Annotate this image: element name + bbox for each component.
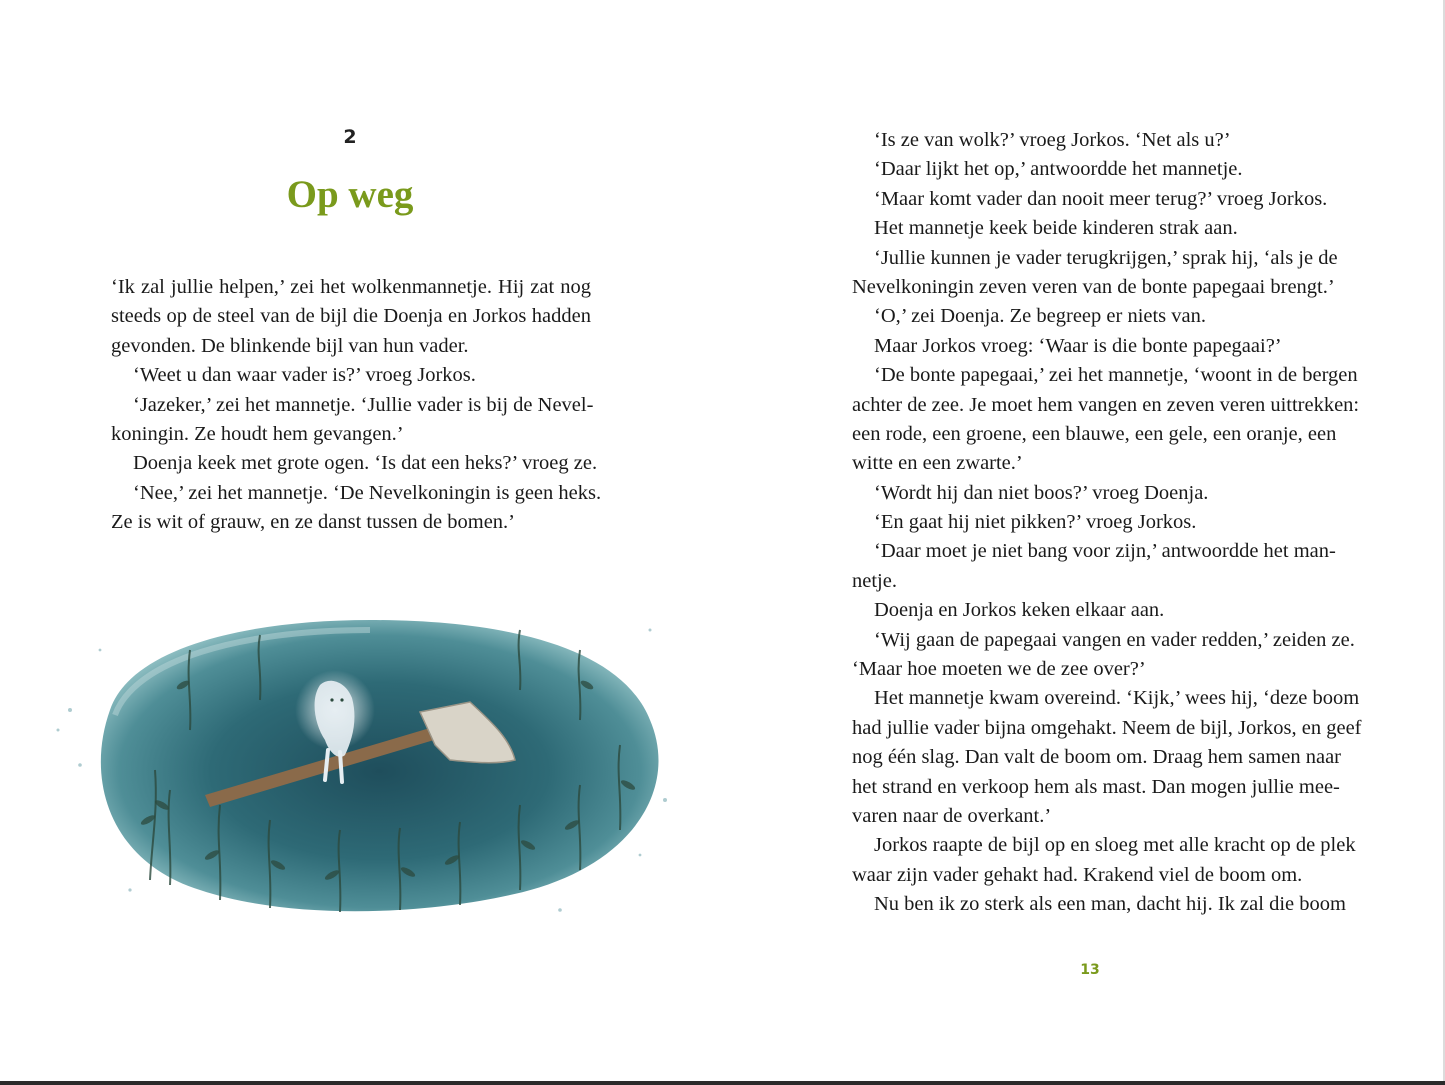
text-line: ‘Weet u dan waar vader is?’ vroeg Jorkos.	[133, 364, 476, 387]
text-line: witte en een zwarte.’	[852, 452, 1023, 475]
left-text-column	[111, 273, 602, 538]
text-line: nog één slag. Dan valt de boom om. Draag hem samen naar	[852, 746, 1341, 769]
text-line: ‘Wij gaan de papegaai vangen en vader redden,’ zeiden ze.	[874, 628, 1355, 651]
text-line: netje.	[852, 569, 897, 592]
text-line: ‘Ik zal jullie helpen,’ zei het wolkenmannetje. Hij zat nog	[111, 276, 591, 298]
text-line: een rode, een groene, een blauwe, een gele, een oranje, een	[852, 422, 1337, 445]
text-line: ‘Nee,’ zei het mannetje. ‘De Nevelkoningin is geen heks.	[133, 481, 602, 504]
text-line: ‘Maar komt vader dan nooit meer terug?’ vroeg Jorkos.	[874, 187, 1328, 210]
text-line: Ze is wit of grauw, en ze danst tussen de bomen.’	[111, 511, 516, 534]
text-line: ‘Jullie kunnen je vader terugkrijgen,’ sprak hij, ‘als je de	[874, 246, 1338, 269]
text-line: Nevelkoningin zeven veren van de bonte papegaai brengt.’	[852, 275, 1335, 298]
pond-axe-illustration	[40, 590, 680, 930]
text-line: Het mannetje keek beide kinderen strak aan.	[874, 217, 1238, 240]
text-line: ‘Daar lijkt het op,’ antwoordde het mannetje.	[874, 158, 1243, 181]
text-line: gevonden. De blinkende bijl van hun vader.	[111, 334, 469, 357]
text-line: ‘En gaat hij niet pikken?’ vroeg Jorkos.	[874, 511, 1197, 534]
text-line: steeds op de steel van de bijl die Doenja en Jorkos hadden	[111, 305, 591, 328]
text-line: ‘Maar hoe moeten we de zee over?’	[852, 658, 1146, 681]
text-line: het strand en verkoop hem als mast. Dan mogen jullie mee-	[852, 775, 1340, 798]
text-line: waar zijn vader gehakt had. Krakend viel de boom om.	[852, 863, 1303, 886]
text-line: ‘Is ze van wolk?’ vroeg Jorkos. ‘Net als u?’	[874, 129, 1231, 151]
chapter-number: 2	[343, 126, 357, 148]
text-line: Nu ben ik zo sterk als een man, dacht hij. Ik zal die boom	[874, 893, 1346, 916]
text-line: koningin. Ze houdt hem gevangen.’	[111, 422, 404, 445]
right-text-column	[852, 126, 1362, 920]
text-line: Doenja keek met grote ogen. ‘Is dat een heks?’ vroeg ze.	[133, 452, 598, 475]
text-line: ‘Wordt hij dan niet boos?’ vroeg Doenja.	[874, 481, 1209, 504]
chapter-title: Op weg	[286, 173, 414, 216]
text-line: achter de zee. Je moet hem vangen en zeven veren uittrekken:	[852, 393, 1360, 416]
pond-shape	[101, 620, 659, 911]
text-line: varen naar de overkant.’	[852, 804, 1052, 827]
text-line: Doenja en Jorkos keken elkaar aan.	[874, 599, 1165, 622]
text-line: ‘Daar moet je niet bang voor zijn,’ antwoordde het man-	[874, 540, 1336, 563]
text-line: Jorkos raapte de bijl op en sloeg met alle kracht op de plek	[874, 834, 1356, 857]
text-line: ‘De bonte papegaai,’ zei het mannetje, ‘woont in de bergen	[874, 364, 1358, 387]
text-line: had jullie vader bijna omgehakt. Neem de bijl, Jorkos, en geef	[852, 716, 1362, 739]
text-line: ‘Jazeker,’ zei het mannetje. ‘Jullie vader is bij de Nevel-	[133, 393, 594, 416]
page-edge-bottom	[0, 1081, 1445, 1085]
text-line: Het mannetje kwam overeind. ‘Kijk,’ wees hij, ‘deze boom	[874, 687, 1360, 710]
text-line: ‘O,’ zei Doenja. Ze begreep er niets van.	[874, 305, 1207, 328]
page-number: 13	[1080, 962, 1100, 978]
text-line: Maar Jorkos vroeg: ‘Waar is die bonte papegaai?’	[874, 334, 1282, 357]
